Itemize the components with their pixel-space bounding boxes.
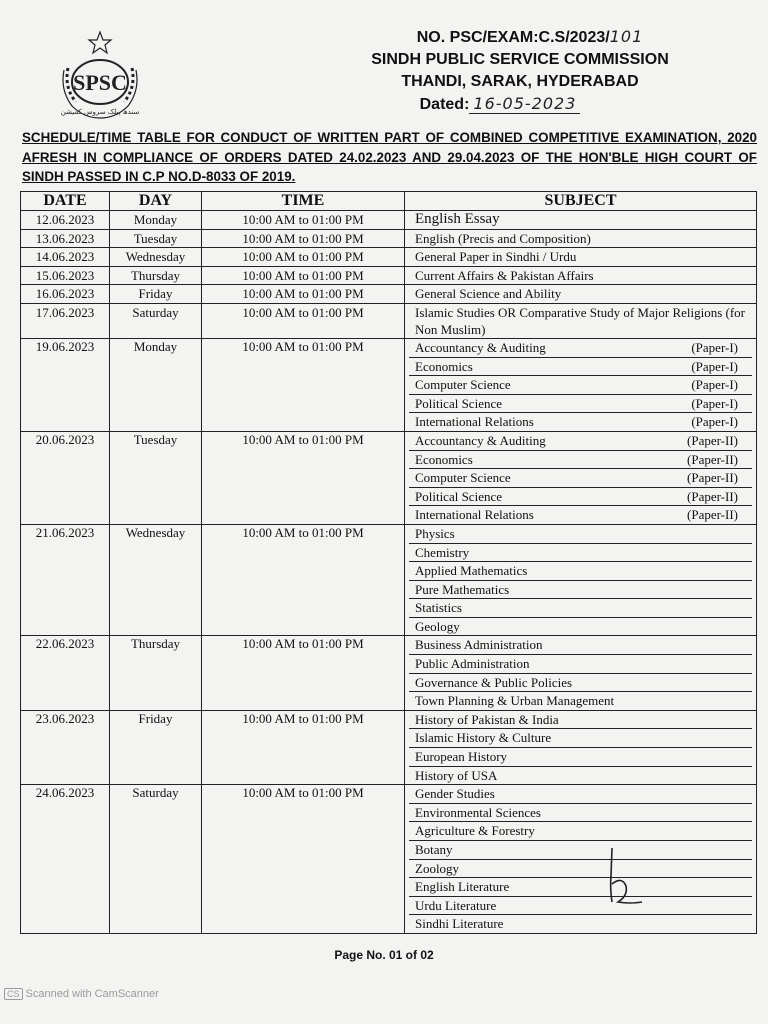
subject-line	[409, 544, 752, 563]
subject-name: Economics	[415, 358, 473, 374]
table-row-group	[21, 636, 757, 710]
time-cell: 10:00 AM to 01:00 PM	[202, 710, 405, 784]
day-cell: Tuesday	[110, 229, 202, 248]
subject-line	[409, 860, 752, 879]
paper-label: (Paper-I)	[691, 377, 738, 393]
organization-name: SINDH PUBLIC SERVICE COMMISSION	[371, 51, 669, 68]
table-row	[21, 211, 757, 230]
subject-name: Computer Science	[415, 377, 511, 393]
table-row	[21, 285, 757, 304]
subject-name: Chemistry	[415, 544, 470, 560]
time-cell: 10:00 AM to 01:00 PM	[202, 248, 405, 267]
subject-name: Town Planning & Urban Management	[415, 693, 615, 709]
dated-line: Dated: 16-05-2023	[280, 93, 720, 116]
subject-line	[409, 767, 752, 785]
date-cell: 19.06.2023	[21, 338, 110, 431]
date-cell: 24.06.2023	[21, 785, 110, 934]
subject-line	[409, 804, 752, 823]
subject-line	[409, 636, 752, 655]
handwritten-ref: 101	[609, 27, 644, 46]
header-time: TIME	[202, 192, 405, 211]
reference-number: NO. PSC/EXAM:C.S/2023/101	[416, 27, 644, 46]
subject-line	[409, 822, 752, 841]
subject-name: Gender Studies	[415, 786, 495, 802]
subject-line	[409, 748, 752, 767]
paper-label: (Paper-II)	[687, 488, 738, 504]
date-cell: 13.06.2023	[21, 229, 110, 248]
subject-name: Environmental Sciences	[415, 804, 541, 820]
subject-name: Sindhi Literature	[415, 916, 504, 932]
spsc-logo	[50, 30, 150, 122]
subject-line: General Paper in Sindhi / Urdu	[415, 249, 577, 265]
paper-label: (Paper-I)	[691, 358, 738, 374]
organization-address: THANDI, SARAK, HYDERABAD	[401, 73, 639, 90]
table-row	[21, 248, 757, 267]
day-cell: Thursday	[110, 636, 202, 710]
signature	[598, 846, 648, 908]
time-cell: 10:00 AM to 01:00 PM	[202, 338, 405, 431]
svg-text:سندھ پبلک سروس کمیشن: سندھ پبلک سروس کمیشن	[60, 108, 140, 116]
subject-name: Pure Mathematics	[415, 581, 510, 597]
page-number: Page No. 01 of 02	[334, 948, 434, 962]
subject-name: European History	[415, 749, 508, 765]
day-cell: Friday	[110, 710, 202, 784]
subject-line: Current Affairs & Pakistan Affairs	[415, 267, 594, 283]
table-row-group	[21, 431, 757, 524]
date-cell: 16.06.2023	[21, 285, 110, 304]
subject-line	[409, 469, 752, 488]
subject-line: Islamic Studies OR Comparative Study of Major Religions (for Non Muslim)	[415, 304, 746, 337]
subject-line	[409, 432, 752, 451]
subject-line	[409, 692, 752, 710]
paper-label: (Paper-II)	[687, 470, 738, 486]
subject-name: History of Pakistan & India	[415, 711, 559, 727]
subject-cell	[405, 303, 757, 338]
subject-line	[409, 413, 752, 431]
table-row-group	[21, 524, 757, 636]
date-cell: 20.06.2023	[21, 431, 110, 524]
subject-cell	[405, 211, 757, 230]
subject-line: General Science and Ability	[415, 286, 562, 302]
time-cell: 10:00 AM to 01:00 PM	[202, 229, 405, 248]
subject-cell	[405, 524, 757, 636]
subject-cell	[405, 285, 757, 304]
date-cell: 17.06.2023	[21, 303, 110, 338]
subject-line	[409, 488, 752, 507]
time-cell: 10:00 AM to 01:00 PM	[202, 431, 405, 524]
time-cell: 10:00 AM to 01:00 PM	[202, 636, 405, 710]
subject-line	[409, 655, 752, 674]
subject-cell	[405, 266, 757, 285]
date-cell: 12.06.2023	[21, 211, 110, 230]
day-cell: Wednesday	[110, 248, 202, 267]
subject-line	[409, 729, 752, 748]
date-cell: 15.06.2023	[21, 266, 110, 285]
table-row-group	[21, 338, 757, 431]
subject-line: English Essay	[415, 211, 500, 227]
time-cell: 10:00 AM to 01:00 PM	[202, 303, 405, 338]
subject-name: Accountancy & Auditing	[415, 339, 546, 355]
camscanner-icon: CS	[4, 988, 23, 1000]
subject-name: Economics	[415, 451, 473, 467]
day-cell: Wednesday	[110, 524, 202, 636]
subject-line	[409, 674, 752, 693]
subject-cell	[405, 338, 757, 431]
subject-name: Applied Mathematics	[415, 563, 528, 579]
subject-line	[409, 581, 752, 600]
day-cell: Saturday	[110, 303, 202, 338]
subject-line: English (Precis and Composition)	[415, 230, 591, 246]
subject-cell	[405, 636, 757, 710]
subject-name: Geology	[415, 618, 460, 634]
subject-line	[409, 878, 752, 897]
subject-line	[409, 711, 752, 730]
paper-label: (Paper-I)	[691, 414, 738, 430]
header-date: DATE	[21, 192, 110, 211]
subject-name: Statistics	[415, 600, 462, 616]
subject-cell	[405, 431, 757, 524]
subject-name: Governance & Public Policies	[415, 674, 573, 690]
table-row	[21, 229, 757, 248]
day-cell: Friday	[110, 285, 202, 304]
subject-name: History of USA	[415, 767, 498, 783]
subject-name: Accountancy & Auditing	[415, 432, 546, 448]
document-title: SCHEDULE/TIME TABLE FOR CONDUCT OF WRITTEN PART OF COMBINED COMPETITIVE EXAMINATION, 2020 AFRESH IN COMPLIANCE OF ORDERS DATED 24.02.2023 AND 29.04.2023 OF THE HON'BLE HIGH COURT OF SINDH PASSED IN C.P NO.D-8033 OF 2019.	[22, 130, 757, 184]
subject-name: Business Administration	[415, 637, 543, 653]
subject-line	[409, 618, 752, 636]
subject-line	[409, 525, 752, 544]
subject-cell	[405, 229, 757, 248]
date-cell: 21.06.2023	[21, 524, 110, 636]
subject-line	[409, 841, 752, 860]
time-cell: 10:00 AM to 01:00 PM	[202, 266, 405, 285]
table-row	[21, 303, 757, 338]
date-cell: 22.06.2023	[21, 636, 110, 710]
subject-line	[409, 785, 752, 804]
subject-name: International Relations	[415, 414, 534, 430]
subject-line	[409, 506, 752, 524]
time-cell: 10:00 AM to 01:00 PM	[202, 524, 405, 636]
svg-text:SPSC: SPSC	[73, 70, 127, 95]
subject-cell	[405, 710, 757, 784]
subject-name: Urdu Literature	[415, 897, 497, 913]
subject-line	[409, 358, 752, 377]
camscanner-watermark: CS Scanned with CamScanner	[4, 988, 159, 1000]
subject-cell	[405, 248, 757, 267]
paper-label: (Paper-I)	[691, 395, 738, 411]
subject-line	[409, 562, 752, 581]
subject-line	[409, 897, 752, 916]
time-cell: 10:00 AM to 01:00 PM	[202, 211, 405, 230]
paper-label: (Paper-II)	[687, 507, 738, 523]
subject-cell	[405, 785, 757, 934]
time-cell: 10:00 AM to 01:00 PM	[202, 785, 405, 934]
day-cell: Thursday	[110, 266, 202, 285]
day-cell: Monday	[110, 211, 202, 230]
handwritten-date: 16-05-2023	[469, 94, 580, 114]
header-day: DAY	[110, 192, 202, 211]
subject-name: Agriculture & Forestry	[415, 823, 535, 839]
schedule-table	[20, 191, 757, 934]
day-cell: Saturday	[110, 785, 202, 934]
subject-name: Botany	[415, 842, 453, 857]
date-cell: 14.06.2023	[21, 248, 110, 267]
paper-label: (Paper-II)	[687, 432, 738, 448]
subject-line	[409, 395, 752, 414]
day-cell: Monday	[110, 338, 202, 431]
subject-name: Computer Science	[415, 470, 511, 486]
header-subject: SUBJECT	[405, 192, 757, 211]
subject-name: English Literature	[415, 879, 510, 895]
paper-label: (Paper-I)	[691, 339, 738, 355]
subject-line	[409, 339, 752, 358]
table-header-row	[21, 192, 757, 211]
paper-label: (Paper-II)	[687, 451, 738, 467]
subject-name: Political Science	[415, 395, 503, 411]
letter-header	[300, 26, 740, 116]
subject-name: Political Science	[415, 488, 503, 504]
time-cell: 10:00 AM to 01:00 PM	[202, 285, 405, 304]
subject-line	[409, 915, 752, 933]
subject-line	[409, 451, 752, 470]
subject-name: Zoology	[415, 860, 460, 876]
table-row	[21, 266, 757, 285]
subject-name: International Relations	[415, 507, 534, 523]
subject-line	[409, 376, 752, 395]
date-cell: 23.06.2023	[21, 710, 110, 784]
table-row-group	[21, 710, 757, 784]
subject-name: Islamic History & Culture	[415, 730, 552, 746]
subject-name: Physics	[415, 525, 455, 541]
subject-line	[409, 599, 752, 618]
day-cell: Tuesday	[110, 431, 202, 524]
subject-name: Public Administration	[415, 656, 530, 672]
